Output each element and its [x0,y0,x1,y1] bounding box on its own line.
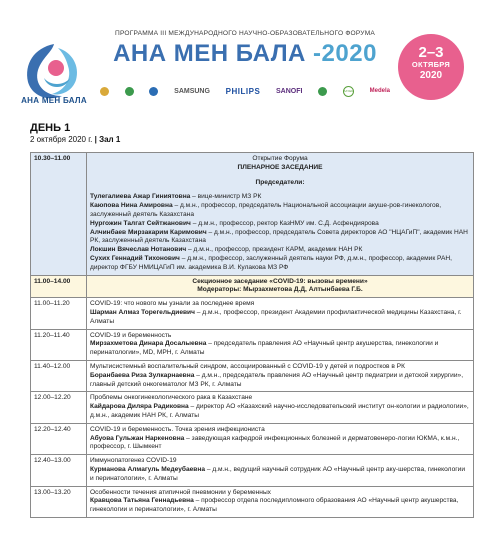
session-title: Открытие Форума [252,155,308,162]
sponsor-emblem-icon [149,87,158,96]
forum-title-year: -2020 [313,40,377,67]
day-date: 2 октября 2020 г. [30,135,93,144]
chair-item: Локшин Вячеслав Нотанович – д.м.н., профессор, президент КАРМ, академик НАН РК [90,246,363,254]
section-title: Секционное заседание «COVID-19: вызовы времени» [192,277,368,285]
date-year: 2020 [419,70,443,81]
section-time: 11.00–14.00 [31,275,87,298]
date-days: 2–3 [418,44,444,61]
sponsor-medela: Medela [369,88,390,94]
talk-time: 12.00–12.20 [31,392,87,423]
talk-speaker: Кравцова Татьяна Геннадьевна – профессор отдела последипломного образования АО «Научный центр акушерства, гинекологии и перинатологии», г. Алматы [90,497,459,514]
talk-topic: COVID-19: что нового мы узнали за последнее время [90,300,255,308]
table-row [31,329,474,360]
session-subtitle: ПЛЕНАРНОЕ ЗАСЕДАНИЕ [237,163,323,171]
sponsor-emblem-icon [100,87,109,96]
section-moderators: Модераторы: Мырзахметова Д.Д, Алтынбаева Г.Б. [197,286,363,294]
session-time: 10.30–11.00 [31,153,87,276]
day-title: ДЕНЬ 1 [30,122,71,134]
forum-header [0,0,499,112]
chairs-label: Председатели: [255,178,305,186]
table-row [31,275,474,298]
talk-time: 11.40–12.00 [31,360,87,391]
sponsor-bayer: BAYER [343,86,354,97]
table-row [31,455,474,486]
table-row [31,298,474,329]
talk-speaker: Кайдарова Диляра Радиковна – директор АО «Казахский научно-исследовательский институт он-кологии и радиологии», д.м.н., академик НАН РК, г. Алматы [90,403,469,419]
talk-speaker: Абуова Гульжан Наркеновна – заведующая кафедрой инфекционных болезней и дерматовенеро-логии ЮКМА, к.м.н., профессор, г. Шымкент [90,434,460,451]
talk-time: 13.00–13.20 [31,486,87,517]
talk-speaker: Боранбаева Риза Зулкарнаевна – д.м.н., председатель правления АО «Научный центр педиатрии и детской хирургии», главный детский онкогематолог МЗ РК, г. Алматы [90,371,464,388]
talk-topic: Мультисистемный воспалительный синдром, ассоциированный с COVID-19 у детей и подростков в РК [90,362,405,370]
table-row [31,360,474,391]
day-subtitle [30,135,120,144]
talk-time: 11.00–11.20 [31,298,87,329]
talk-speaker: Курманова Алмагуль Медеубаевна – д.м.н., ведущий научный сотрудник АО «Научный центр аку-шерства, гинекологии и перинатологии», г. Алматы [90,465,466,482]
talk-speaker: Шарман Алмаз Торегельдиевич – д.м.н., профессор, президент Академии профилактической медицины Казахстана, г. Алматы [90,308,462,325]
program-table [30,152,474,518]
logo-text: АНА МЕН БАЛА [21,96,87,105]
chair-item: Каюпова Нина Амировна – д.м.н., профессор, председатель Национальной ассоциации акуше-ров-гинекологов, заслуженный деятель Казахстана [90,202,442,218]
talk-topic: COVID-19 и беременность [90,331,172,339]
date-month: ОКТЯБРЯ [411,60,451,69]
sponsor-strip [100,84,390,98]
forum-title-main: АНА МЕН БАЛА [113,40,314,67]
talk-topic: Особенности течения атипичной пневмонии у беременных [90,488,271,496]
talk-body [87,486,474,517]
table-row [31,486,474,517]
chair-item: Сухих Геннадий Тихонович – д.м.н., профессор, заслуженный деятель науки РФ, д.м.н., профессор, академик РАН, директор ФГБУ НМИЦАГиП им. академика В.И. Кулакова МЗ РФ [90,254,453,271]
talk-body [87,423,474,454]
table-row [31,153,474,276]
chair-item: Алчинбаев Мирзакарим Каримович – д.м.н., профессор, председатель Совета директоров АО "НЦАГиП", академик НАН РК, заслуженный деятель Казахстана [90,228,468,245]
forum-subtitle: ПРОГРАММА III МЕЖДУНАРОДНОГО НАУЧНО-ОБРАЗОВАТЕЛЬНОГО ФОРУМА [115,30,375,37]
sponsor-sanofi: SANOFI [276,87,303,95]
talk-body [87,298,474,329]
day-hall: | Зал 1 [92,135,121,144]
talk-time: 12.20–12.40 [31,423,87,454]
session-body [87,153,474,276]
talk-topic: Иммунопатогенез COVID-19 [90,457,177,465]
sponsor-philips: PHILIPS [225,86,261,96]
chair-item: Нургожин Талгат Сейтжанович – д.м.н., профессор, ректор КазНМУ им. С.Д. Асфендиярова [90,219,379,227]
talk-time: 12.40–13.00 [31,455,87,486]
sponsor-emblem-icon [125,87,134,96]
table-row [31,392,474,423]
talk-topic: COVID-19 и беременность. Точка зрения инфекциониста [90,425,265,433]
sponsor-samsung: SAMSUNG [174,87,210,95]
sponsor-emblem-icon [318,87,327,96]
talk-body [87,392,474,423]
talk-body [87,329,474,360]
talk-time: 11.20–11.40 [31,329,87,360]
date-badge [398,34,464,100]
chair-item: Тулегалиева Ажар Гиниятовна – вице-министр МЗ РК [90,193,262,201]
section-body [87,275,474,298]
talk-body [87,455,474,486]
table-row [31,423,474,454]
talk-speaker: Мирзахметова Динара Досалыевна – председатель правления АО «Научный центр акушерства, гинекологии и перинатологии», MD, MPH, г. Алматы [90,340,439,357]
talk-topic: Проблемы онкогинекологического рака в Казахстане [90,394,253,402]
talk-body [87,360,474,391]
forum-title [100,40,390,68]
